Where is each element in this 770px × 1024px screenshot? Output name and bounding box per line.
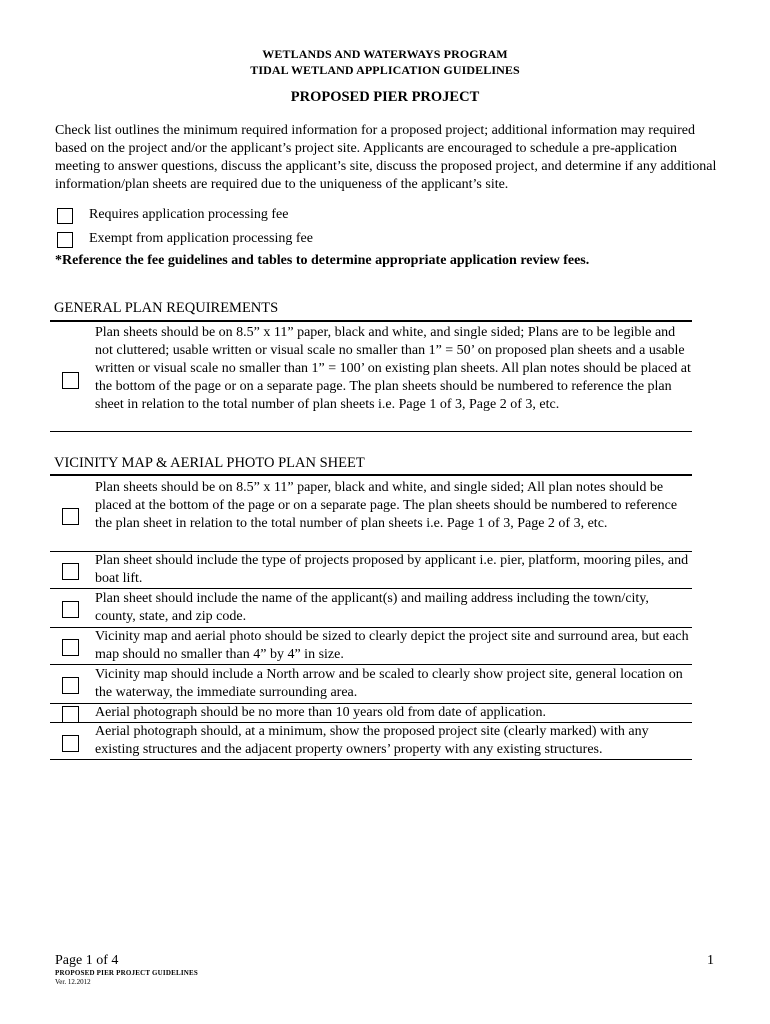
checklist-checkbox[interactable] <box>62 563 79 580</box>
checklist-item <box>50 628 692 664</box>
requires-fee-checkbox[interactable] <box>57 208 73 224</box>
row-divider <box>50 588 692 589</box>
row-divider <box>50 759 692 760</box>
guidelines-heading: TIDAL WETLAND APPLICATION GUIDELINES <box>250 63 520 77</box>
checklist-checkbox[interactable] <box>62 677 79 694</box>
checklist-checkbox[interactable] <box>62 706 79 723</box>
checklist-text: Plan sheets should be on 8.5” x 11” paper, black and white, and single sided; Plans are to be legible and not cluttered; usable written or visual scale no smaller than 1” = 50’ on proposed plan sheets and a usable written or visual scale no smaller than 1” = 100’ on existing plan sheets. All plan notes should be placed at the bottom of the page or on a separate page. The plan sheets should be numbered to reference the plan sheet in relation to the total number of plan sheets i.e. Page 1 of 3, Page 2 of 3, etc. <box>95 325 691 412</box>
section-divider <box>50 320 692 322</box>
row-divider <box>50 664 692 665</box>
checklist-text: Plan sheet should include the name of the applicant(s) and mailing address including the town/city, county, state, and zip code. <box>95 591 649 624</box>
checklist-text: Plan sheets should be on 8.5” x 11” paper, black and white, and single sided; All plan notes should be placed at the bottom of the page or on a separate page. The plan sheets should be numbered to reference the plan sheet in relation to the total number of plan sheets i.e. Page 1 of 3, Page 2 of 3, etc. <box>95 480 678 531</box>
page-number: 1 <box>707 953 714 968</box>
program-heading: WETLANDS AND WATERWAYS PROGRAM <box>262 47 508 61</box>
checklist-checkbox[interactable] <box>62 639 79 656</box>
fee-reference-note: *Reference the fee guidelines and tables to determine appropriate application review fees. <box>55 253 590 268</box>
checklist-item <box>50 590 692 626</box>
general-section-title: GENERAL PLAN REQUIREMENTS <box>54 300 279 316</box>
checklist-item <box>50 479 692 551</box>
checklist-item <box>50 324 692 432</box>
section-divider <box>50 474 692 476</box>
intro-paragraph: Check list outlines the minimum required information for a proposed project; additional information may required based on the project and/or the applicant’s project site. Applicants are encouraged to schedule a pre-application meeting to answer questions, discuss the applicant’s site, discuss the proposed project, and determine if any additional information/plan sheets are required due to the uniqueness of the applicant’s site. <box>55 123 717 192</box>
checklist-text: Aerial photograph should be no more than 10 years old from date of application. <box>95 705 546 720</box>
row-divider <box>50 431 692 432</box>
exempt-fee-checkbox[interactable] <box>57 232 73 248</box>
footer-document-name: PROPOSED PIER PROJECT GUIDELINES <box>55 969 198 977</box>
checklist-text: Vicinity map and aerial photo should be sized to clearly depict the project site and surround area, but each map should no smaller than 4” by 4” in size. <box>95 629 689 662</box>
requires-fee-label: Requires application processing fee <box>89 207 289 222</box>
checklist-checkbox[interactable] <box>62 372 79 389</box>
page-title: PROPOSED PIER PROJECT <box>290 89 480 105</box>
checklist-text: Vicinity map should include a North arrow and be scaled to clearly show project site, general location on the waterway, the immediate surrounding area. <box>95 667 683 700</box>
checklist-item <box>50 552 692 588</box>
vicinity-section-title: VICINITY MAP & AERIAL PHOTO PLAN SHEET <box>54 455 365 471</box>
checklist-text: Plan sheet should include the type of projects proposed by applicant i.e. pier, platform, mooring piles, and boat lift. <box>95 553 689 586</box>
page-count-label: Page 1 of 4 <box>55 953 119 968</box>
checklist-checkbox[interactable] <box>62 735 79 752</box>
checklist-checkbox[interactable] <box>62 601 79 618</box>
checklist-item <box>50 723 692 759</box>
exempt-fee-label: Exempt from application processing fee <box>89 231 313 246</box>
checklist-item <box>50 666 692 702</box>
footer-version: Ver. 12.2012 <box>55 978 91 986</box>
checklist-text: Aerial photograph should, at a minimum, show the proposed project site (clearly marked) with any existing structures and the adjacent property owners’ property with any existing structures. <box>95 724 649 757</box>
checklist-checkbox[interactable] <box>62 508 79 525</box>
checklist-item <box>50 704 692 722</box>
